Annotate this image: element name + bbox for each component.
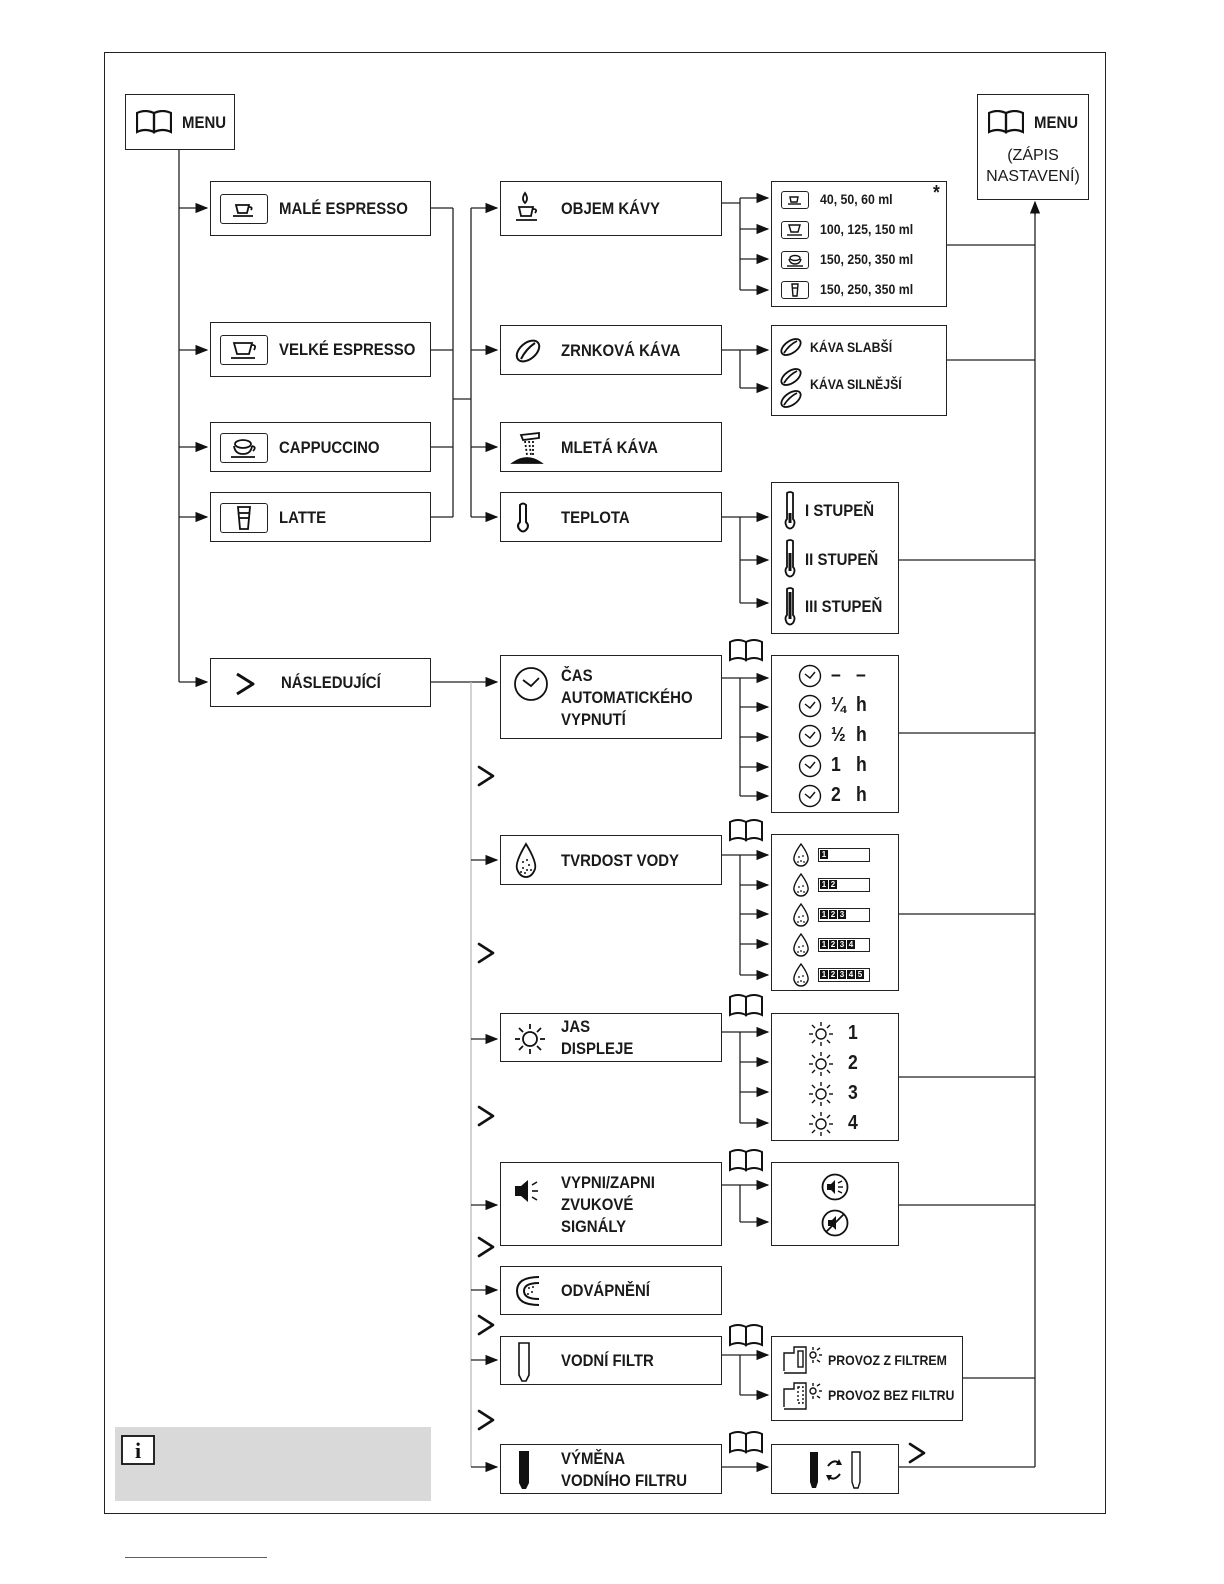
sun-icon [808, 1021, 834, 1047]
drink-cappuccino[interactable] [210, 422, 431, 472]
footer-rule [125, 1557, 267, 1558]
setting-label: TEPLOTA [561, 508, 630, 527]
setting-label: OBJEM KÁVY [561, 199, 660, 218]
book-icon [136, 110, 172, 134]
setting-water-filter[interactable] [500, 1336, 722, 1385]
water-drop-icon [792, 843, 810, 867]
volume-option[interactable]: 40, 50, 60 ml [820, 191, 893, 207]
menu-label: MENU [182, 113, 227, 132]
auto-off-option[interactable]: 1 h [798, 754, 888, 778]
hardness-option[interactable] [792, 933, 892, 957]
auto-off-label-line1: ČAS [561, 666, 593, 685]
volume-option[interactable]: 150, 250, 350 ml [820, 281, 914, 297]
menu-save-sub: (ZÁPIS NASTAVENÍ) [986, 147, 1080, 185]
setting-temperature[interactable] [500, 492, 722, 542]
temperature-option[interactable]: III STUPEŇ [805, 597, 883, 616]
drink-large-espresso[interactable] [210, 322, 431, 377]
coffee-bean-icon [513, 337, 543, 365]
setting-coffee-volume[interactable] [500, 181, 722, 236]
filter-on-icon[interactable] [780, 1345, 824, 1375]
brightness-label-line2: DISPLEJE [561, 1039, 634, 1058]
svg-text:i: i [134, 1438, 142, 1463]
filter-change-label-line1: VÝMĚNA [561, 1449, 626, 1468]
sound-options [771, 1162, 899, 1246]
cappuccino-cup-icon [220, 433, 268, 463]
large-cup-icon[interactable] [781, 221, 809, 239]
sound-on-icon[interactable] [821, 1173, 849, 1201]
hardness-level-bar: 1 2 3 4 [818, 938, 870, 952]
filter-off-icon[interactable] [780, 1381, 824, 1411]
clock-icon [798, 724, 822, 748]
hardness-level-bar: 1 2 [818, 878, 870, 892]
latte-glass-icon[interactable] [781, 281, 809, 299]
drink-small-espresso[interactable] [210, 181, 431, 236]
cup-drop-icon [513, 191, 547, 225]
volume-option[interactable]: 150, 250, 350 ml [820, 251, 914, 267]
double-coffee-bean-icon[interactable] [778, 366, 806, 412]
hardness-option[interactable] [792, 963, 892, 987]
sun-icon [808, 1051, 834, 1077]
sun-icon [513, 1022, 547, 1056]
drink-latte[interactable] [210, 492, 431, 542]
sun-icon [808, 1081, 834, 1107]
water-drop-icon [792, 903, 810, 927]
clock-icon [513, 666, 549, 702]
hardness-level-bar: 1 2 3 [818, 908, 870, 922]
water-filter-filled-icon [516, 1449, 532, 1491]
temperature-options [771, 482, 899, 634]
sound-off-icon[interactable] [821, 1209, 849, 1237]
coffee-bean-icon[interactable] [778, 336, 804, 358]
info-panel [115, 1427, 431, 1501]
small-cup-icon[interactable] [781, 191, 809, 209]
sound-label-line3: SIGNÁLY [561, 1217, 627, 1236]
setting-descale[interactable] [500, 1266, 722, 1315]
next-menu-box[interactable] [210, 658, 431, 707]
setting-label: ZRNKOVÁ KÁVA [561, 341, 681, 360]
hardness-option[interactable] [792, 873, 892, 897]
thermometer-high-icon[interactable] [782, 587, 798, 627]
auto-off-option[interactable]: ¼ h [798, 694, 888, 718]
sun-icon [808, 1111, 834, 1137]
next-label: NÁSLEDUJÍCÍ [281, 673, 381, 692]
clock-icon [798, 664, 822, 688]
small-cup-icon [220, 194, 268, 224]
clock-icon [798, 754, 822, 778]
auto-off-label-line3: VYPNUTÍ [561, 710, 626, 729]
menu-box[interactable] [125, 94, 235, 150]
bean-options [771, 325, 947, 416]
menu-save-box[interactable] [977, 94, 1089, 200]
auto-off-option[interactable]: 2 h [798, 784, 888, 808]
sound-label-line1: VYPNI/ZAPNI [561, 1173, 655, 1192]
cappuccino-cup-icon[interactable] [781, 251, 809, 269]
auto-off-options [771, 655, 899, 813]
filter-options [771, 1336, 963, 1421]
temperature-option[interactable]: I STUPEŇ [805, 501, 874, 520]
brightness-option[interactable]: 4 [808, 1111, 878, 1137]
filter-option[interactable]: PROVOZ Z FILTREM [828, 1352, 947, 1368]
brightness-option[interactable]: 2 [808, 1051, 878, 1077]
auto-off-label-line2: AUTOMATICKÉHO [561, 688, 693, 707]
large-cup-icon [220, 335, 268, 365]
volume-note: * [933, 182, 940, 204]
thermometer-low-icon[interactable] [782, 491, 798, 531]
drink-label: CAPPUCCINO [279, 438, 380, 457]
setting-auto-off[interactable] [500, 655, 722, 739]
hardness-level-bar: 1 2 3 4 5 [818, 968, 870, 982]
book-icon [988, 110, 1024, 134]
temperature-option[interactable]: II STUPEŇ [805, 550, 879, 569]
hardness-level-bar: 1 [818, 848, 870, 862]
filter-change-label-line2: VODNÍHO FILTRU [561, 1471, 688, 1490]
ground-coffee-icon [509, 429, 545, 467]
latte-glass-icon [220, 503, 268, 533]
volume-options [771, 181, 947, 307]
drink-label: VELKÉ ESPRESSO [279, 340, 416, 359]
setting-label: ODVÁPNĚNÍ [561, 1281, 650, 1300]
thermometer-icon [513, 502, 533, 534]
speaker-icon [513, 1177, 541, 1205]
descale-icon [511, 1273, 543, 1309]
setting-label: VODNÍ FILTR [561, 1351, 654, 1370]
drink-label: LATTE [279, 508, 327, 527]
water-drop-icon [792, 933, 810, 957]
filter-replace-icon [806, 1450, 868, 1490]
hardness-option[interactable] [792, 843, 892, 867]
setting-label: TVRDOST VODY [561, 851, 680, 870]
setting-sound-signals[interactable] [500, 1162, 722, 1246]
water-drop-icon [792, 963, 810, 987]
brightness-options [771, 1013, 899, 1141]
setting-label: MLETÁ KÁVA [561, 438, 658, 457]
setting-ground-coffee[interactable] [500, 422, 722, 472]
chevron-right-icon [233, 671, 257, 697]
bean-option[interactable]: KÁVA SILNĚJŠÍ [810, 376, 902, 392]
clock-icon [798, 694, 822, 718]
sound-label-line2: ZVUKOVÉ [561, 1195, 634, 1214]
water-drop-icon [792, 873, 810, 897]
hardness-option[interactable] [792, 903, 892, 927]
brightness-option[interactable]: 1 [808, 1021, 878, 1047]
filter-option[interactable]: PROVOZ BEZ FILTRU [828, 1387, 955, 1403]
water-filter-icon [516, 1341, 532, 1383]
setting-bean-coffee[interactable] [500, 325, 722, 375]
auto-off-option[interactable]: ½ h [798, 724, 888, 748]
filter-change-option[interactable] [771, 1444, 899, 1494]
info-icon [121, 1435, 155, 1465]
auto-off-option[interactable]: – – [798, 664, 888, 688]
brightness-label-line1: JAS [561, 1017, 591, 1036]
book-icons [730, 640, 762, 1452]
thermometer-mid-icon[interactable] [782, 539, 798, 579]
bean-option[interactable]: KÁVA SLABŠÍ [810, 339, 893, 355]
brightness-option[interactable]: 3 [808, 1081, 878, 1107]
clock-icon [798, 784, 822, 808]
water-drop-icon [513, 842, 539, 880]
setting-filter-change[interactable] [500, 1444, 722, 1494]
hardness-options [771, 834, 899, 991]
drink-label: MALÉ ESPRESSO [279, 199, 408, 218]
setting-display-brightness[interactable] [500, 1013, 722, 1062]
menu-save-label: MENU [1034, 113, 1079, 132]
setting-water-hardness[interactable] [500, 835, 722, 885]
volume-option[interactable]: 100, 125, 150 ml [820, 221, 914, 237]
